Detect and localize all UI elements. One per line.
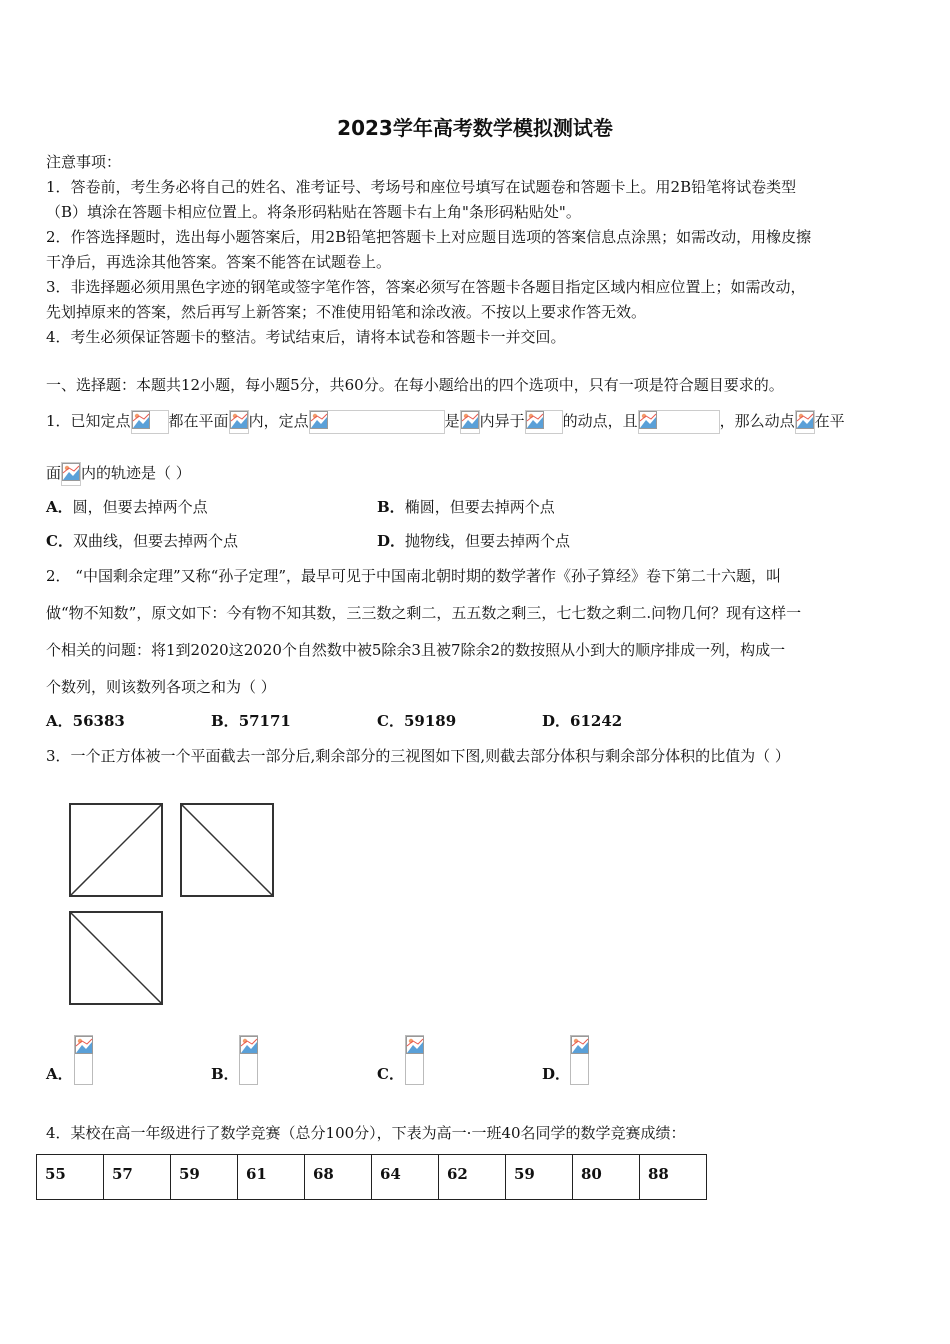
option-text: 59189 [403, 712, 457, 730]
option-label: D． [542, 1065, 571, 1083]
option-text: 椭圆，但要去掉两个点 [404, 498, 555, 516]
option-text: 57171 [238, 712, 291, 730]
formula-image [309, 410, 445, 434]
q2-option-b[interactable] [211, 711, 291, 731]
table-cell: 68 [305, 1155, 372, 1200]
top-view [70, 912, 162, 1004]
broken-image-icon [796, 411, 814, 429]
table-cell: 88 [640, 1155, 707, 1200]
option-label: B． [211, 712, 239, 730]
formula-image [61, 462, 81, 486]
option-label: B． [377, 498, 405, 516]
q1-option-d[interactable] [377, 531, 570, 551]
q3-option-a[interactable] [46, 1064, 73, 1084]
q2-line: 个数列，则该数列各项之和为（ ） [46, 678, 276, 696]
q1-text: ，那么动点 [719, 412, 795, 430]
option-label: C． [377, 1065, 404, 1083]
q3-option-b-image [239, 1035, 258, 1085]
q1-line2 [46, 462, 191, 486]
q1-text: 是 [444, 412, 460, 430]
broken-image-icon [310, 411, 328, 429]
q1-text: 的动点，且 [562, 412, 638, 430]
q1-text: 内的轨迹是（ ） [81, 464, 191, 482]
table-cell: 80 [573, 1155, 640, 1200]
q3-text: 3．一个正方体被一个平面截去一部分后,剩余部分的三视图如下图,则截去部分体积与剩余部分体积的比值为（ ） [46, 747, 790, 765]
section-heading: 一、选择题：本题共12小题，每小题5分，共60分。在每小题给出的四个选项中，只有一项是符合题目要求的。 [46, 376, 784, 394]
q1-option-c[interactable] [46, 531, 238, 551]
broken-image-icon [240, 1036, 258, 1054]
broken-image-icon [75, 1036, 93, 1054]
option-text: 61242 [570, 712, 623, 730]
option-text: 双曲线，但要去掉两个点 [72, 532, 238, 550]
q1-text: 1．已知定点 [46, 412, 131, 430]
notice-line: （B）填涂在答题卡相应位置上。将条形码粘贴在答题卡右上角"条形码粘贴处"。 [46, 203, 581, 221]
q1-text: 内，定点 [248, 412, 309, 430]
q1-text: 都在平面 [168, 412, 229, 430]
q1-text: 内异于 [479, 412, 525, 430]
broken-image-icon [406, 1036, 424, 1054]
formula-image [131, 410, 169, 434]
q1-text: 在平 [814, 412, 845, 430]
side-view [181, 804, 273, 896]
q4-text: 4．某校在高一年级进行了数学竞赛（总分100分），下表为高一·一班40名同学的数学竞赛成绩： [46, 1124, 686, 1142]
broken-image-icon [62, 463, 80, 481]
broken-image-icon [639, 411, 657, 429]
q2-option-c[interactable] [377, 711, 456, 731]
notice-line: 干净后，再选涂其他答案。答案不能答在试题卷上。 [46, 253, 392, 271]
option-label: D． [377, 532, 406, 550]
q3-option-c-image [405, 1035, 424, 1085]
table-cell: 59 [171, 1155, 238, 1200]
notice-heading: 注意事项： [46, 153, 122, 171]
broken-image-icon [132, 411, 150, 429]
q2-line: 2． “中国剩余定理”又称“孙子定理”，最早可见于中国南北朝时期的数学著作《孙子算经》卷下第二十六题，叫 [46, 567, 781, 585]
q1-option-b[interactable] [377, 497, 555, 517]
notice-line: 先划掉原来的答案，然后再写上新答案；不准使用铅笔和涂改液。不按以上要求作答无效。 [46, 303, 647, 321]
option-label: C． [46, 532, 73, 550]
q3-option-d[interactable] [542, 1064, 570, 1084]
table-cell: 64 [372, 1155, 439, 1200]
three-view-figure [66, 800, 281, 1010]
front-view [70, 804, 162, 896]
notice-line: 2．作答选择题时，选出每小题答案后，用2B铅笔把答题卡上对应题目选项的答案信息点涂黑；如需改动，用橡皮擦 [46, 228, 812, 246]
q2-line: 个相关的问题：将1到2020这2020个自然数中被5除余3且被7除余2的数按照从小到大的顺序排成一列，构成一 [46, 641, 786, 659]
option-text: 抛物线，但要去掉两个点 [405, 532, 571, 550]
q3-option-b[interactable] [211, 1064, 239, 1084]
table-cell: 62 [439, 1155, 506, 1200]
q2-line: 做“物不知数”，原文如下：今有物不知其数，三三数之剩二，五五数之剩三，七七数之剩二.问物几何？现有这样一 [46, 604, 802, 622]
option-label: D． [542, 712, 571, 730]
formula-image [795, 410, 815, 434]
q3-option-d-image [570, 1035, 589, 1085]
option-text: 56383 [72, 712, 125, 730]
option-label: A． [46, 712, 73, 730]
q1-option-a[interactable] [46, 497, 208, 517]
scores-table [36, 1154, 707, 1200]
option-label: B． [211, 1065, 239, 1083]
q3-option-c[interactable] [377, 1064, 404, 1084]
formula-image [229, 410, 249, 434]
q1-text: 面 [46, 464, 62, 482]
broken-image-icon [526, 411, 544, 429]
notice-line: 1．答卷前，考生务必将自己的姓名、准考证号、考场号和座位号填写在试题卷和答题卡上。用2B铅笔将试卷类型 [46, 178, 797, 196]
broken-image-icon [230, 411, 248, 429]
page-title: 2023学年高考数学模拟测试卷 [337, 116, 613, 140]
table-row [37, 1155, 707, 1200]
option-label: A． [46, 498, 73, 516]
q2-option-d[interactable] [542, 711, 622, 731]
option-label: C． [377, 712, 404, 730]
table-cell: 57 [104, 1155, 171, 1200]
option-text: 圆，但要去掉两个点 [72, 498, 208, 516]
notice-line: 3．非选择题必须用黑色字迹的钢笔或签字笔作答，答案必须写在答题卡各题目指定区域内相应位置上；如需改动， [46, 278, 806, 296]
q2-option-a[interactable] [46, 711, 125, 731]
formula-image [525, 410, 563, 434]
formula-image [638, 410, 720, 434]
formula-image [460, 410, 480, 434]
broken-image-icon [571, 1036, 589, 1054]
table-cell: 59 [506, 1155, 573, 1200]
q3-option-a-image [74, 1035, 93, 1085]
q1-line1 [46, 410, 845, 434]
table-cell: 55 [37, 1155, 104, 1200]
table-cell: 61 [238, 1155, 305, 1200]
option-label: A． [46, 1065, 73, 1083]
notice-line: 4．考生必须保证答题卡的整洁。考试结束后，请将本试卷和答题卡一并交回。 [46, 328, 566, 346]
broken-image-icon [461, 411, 479, 429]
